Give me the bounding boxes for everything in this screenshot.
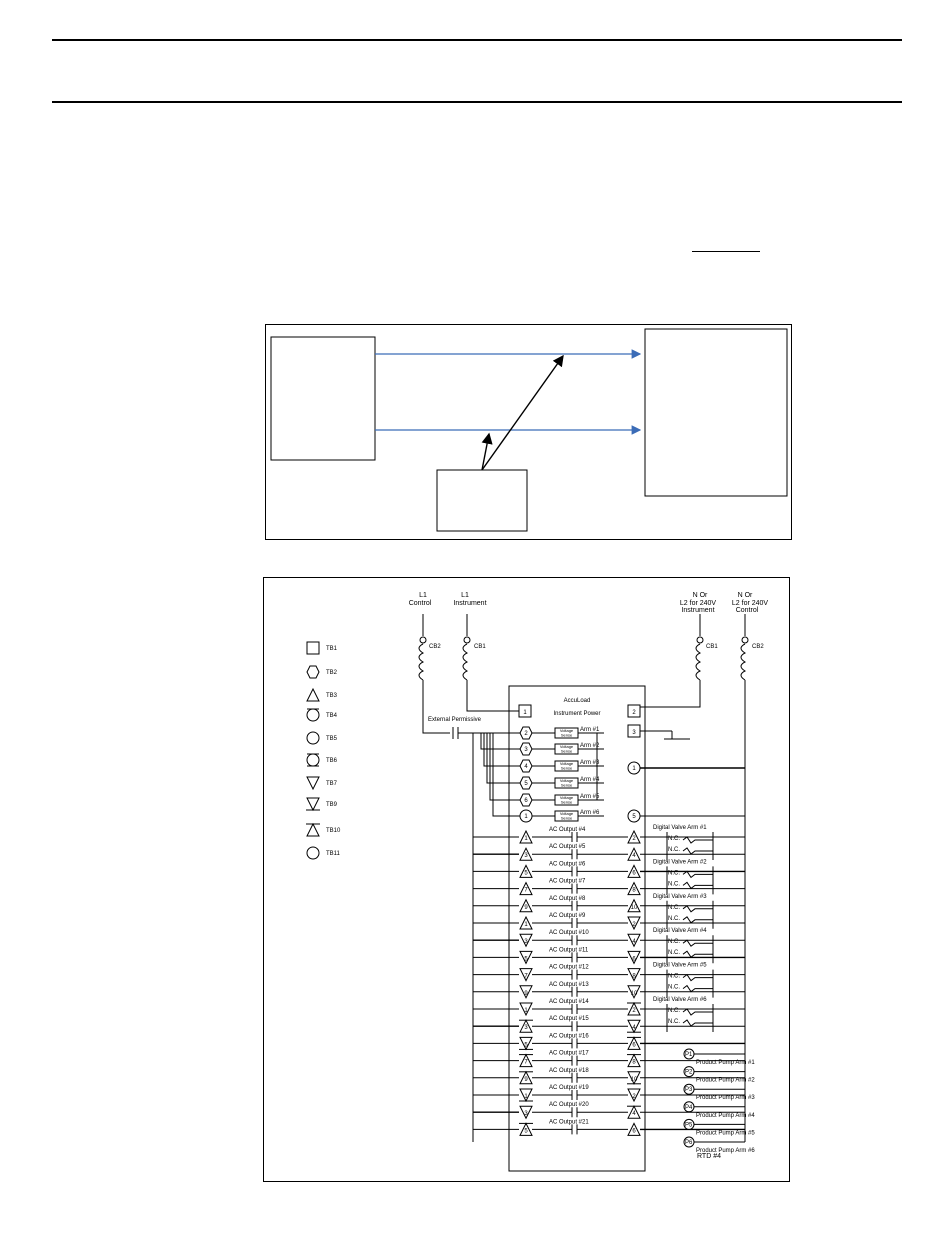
ac-output-row [520,913,640,929]
external-permissive-label: External Permissive [428,717,482,723]
ac-output-left-pin: 7 [524,887,528,894]
pump-label: Product Pump Arm #2 [696,1077,755,1084]
accuload-title-2: Instrument Power [553,711,601,717]
cb1-right-label: CB1 [706,644,718,650]
voltage-sense-box-label-2: Sense [560,799,573,805]
ac-output-row [520,844,640,860]
ac-output-label: AC Output #16 [549,1033,589,1040]
voltage-sense-box-label-2: Sense [560,732,573,738]
legend-entry [306,798,338,810]
legend-symbol-tb1 [307,642,319,654]
voltage-sense-box-label-1: Voltage [559,778,574,783]
l1-control-label-2: Control [408,600,432,607]
ac-output-right-pin: 2 [632,836,636,842]
ac-output-left-pin: 3 [524,1025,528,1032]
pump-id: P2 [685,1069,693,1076]
ac-output-right-pin: 4 [632,939,636,946]
ac-output-label: AC Output #10 [549,930,589,937]
voltage-sense-box-label-2: Sense [560,765,573,771]
ac-output-label: AC Output #8 [549,895,586,902]
ac-output-row [519,1016,641,1032]
voltage-sense-box-label-1: Voltage [559,761,574,766]
legend-entry [307,642,338,654]
ac-output-label: AC Output #11 [549,947,589,954]
n-control-label-2: L2 for 240V [731,600,769,607]
voltage-sense-box-label-1: Voltage [559,811,574,816]
ac-output-label: AC Output #13 [549,981,589,988]
digital-valve-group [653,859,713,888]
legend-symbol-tb4 [307,709,319,721]
nc-contact-symbol [683,848,713,854]
digital-valve-group [653,894,713,923]
ac-output-right-pin: 8 [632,887,636,894]
pump-id: P1 [685,1052,693,1058]
pump-id: P6 [685,1140,693,1146]
pump-label: Product Pump Arm #3 [696,1095,755,1102]
ac-output-right-pin: 10 [630,1076,638,1083]
ac-output-label: AC Output #19 [549,1085,589,1091]
ac-output-row [519,1068,641,1084]
ac-output-right-pin: 6 [632,956,636,963]
l1-instrument-label-2: Instrument [453,600,487,607]
nc-contact-symbol [683,1009,713,1015]
legend-symbol-tb9 [307,798,319,810]
legend-entry [307,754,338,766]
ac-output-row [520,827,640,843]
ac-output-right-pin: 4 [632,853,636,860]
ac-output-label: AC Output #4 [549,827,586,833]
legend-symbol-tb6 [307,754,319,766]
voltage-sense-pin: 1 [524,814,528,820]
ac-output-left-pin: 5 [524,870,528,877]
digital-valve-label: Digital Valve Arm #6 [653,997,707,1003]
legend-label: TB11 [326,851,340,857]
pump-id: P3 [685,1087,693,1094]
digital-valve-group [653,963,713,992]
ac-output-left-pin: 3 [524,1111,528,1118]
ac-output-row [519,1085,640,1101]
nc-contact-symbol [683,975,713,981]
pump-label: Product Pump Arm #5 [696,1130,755,1137]
nc-contact-label: N.C. [668,915,680,922]
digital-valve-group [653,997,713,1026]
digital-valve-label: Digital Valve Arm #4 [653,928,707,935]
l1-instrument-label-1: L1 [461,592,469,599]
digital-valve-group [653,928,713,957]
ac-output-row [520,965,640,981]
ac-output-label: AC Output #15 [549,1016,589,1023]
legend-label: TB10 [326,828,341,834]
ac-output-label: AC Output #20 [549,1102,589,1109]
digital-valve-group [653,825,713,854]
ac-output-row [520,999,641,1015]
l1-control-label-1: L1 [419,592,427,599]
ac-output-label: AC Output #17 [549,1050,589,1057]
legend-entry [307,777,338,789]
nc-contact-symbol [683,882,713,888]
ac-output-row [520,861,640,877]
pump-label: Product Pump Arm #4 [696,1112,755,1119]
ac-output-right-pin: 2 [632,922,636,928]
digital-valve-label: Digital Valve Arm #5 [653,962,707,969]
ac-output-left-pin: 1 [524,922,528,928]
legend-symbol-tb3 [307,689,319,701]
ac-output-label: AC Output #5 [549,844,586,851]
ac-output-row [520,1102,641,1118]
legend-entry [307,709,338,721]
ac-output-row [520,896,640,912]
ac-output-right-pin: 2 [632,1008,636,1014]
legend-entry [306,824,341,836]
digital-valve-label: Digital Valve Arm #3 [653,893,707,900]
ac-output-right-pin: 8 [632,1059,636,1066]
ac-output-left-pin: 5 [524,1128,528,1135]
pump-label: Product Pump Arm #6 [696,1148,755,1154]
nc-contact-symbol [683,951,713,957]
ac-output-left-pin: 5 [524,1042,528,1049]
legend-symbol-tb11 [307,847,319,859]
ac-output-row [520,930,640,946]
ac-output-right-pin: 2 [632,1094,636,1100]
voltage-sense-box-label-2: Sense [560,782,573,788]
ac-output-label: AC Output #12 [549,964,589,971]
voltage-sense-box-label-1: Voltage [559,795,574,800]
voltage-sense-box-label-2: Sense [560,748,573,754]
ac-output-row [519,1051,641,1067]
pump-id: P4 [685,1104,693,1111]
nc-contact-symbol [683,906,713,912]
ac-output-label: AC Output #21 [549,1119,589,1126]
n-control-label-1: N Or [737,592,753,599]
n-instrument-label-1: N Or [692,592,708,599]
legend-label: TB3 [326,693,338,699]
ac-output-left-pin: 7 [524,1059,528,1066]
ac-output-label: AC Output #14 [549,999,589,1005]
ac-output-row [519,1033,641,1049]
ac-output-left-pin: 1 [524,836,528,842]
tb1-terminal-3-label: 3 [632,730,636,736]
ac-output-right-pin: 4 [632,1111,636,1118]
ac-output-left-pin: 9 [524,904,528,911]
ac-output-left-pin: 5 [524,956,528,963]
n-instrument-label-3: Instrument [681,607,715,614]
voltage-sense-box-label-2: Sense [560,815,573,821]
ac-output-label: AC Output #18 [549,1067,589,1074]
tb5-right-terminal-1-label: 1 [632,766,636,772]
nc-contact-label: N.C. [668,950,680,957]
ac-output-left-pin: 9 [524,990,528,997]
nc-contact-symbol [683,871,713,877]
nc-contact-label: N.C. [668,881,680,888]
ac-output-right-pin: 6 [632,870,636,877]
ac-output-right-pin: 8 [632,973,636,980]
ac-output-right-pin: 4 [632,1025,636,1032]
legend-symbol-tb2 [307,666,319,678]
cb1-left-label: CB1 [474,644,486,650]
voltage-sense-arm-label: Arm #5 [580,794,600,800]
legend-symbol-tb10 [307,824,319,836]
nc-contact-label: N.C. [668,973,680,980]
legend-entry [307,689,338,701]
accuload-title-1: AccuLoad [563,698,591,704]
nc-contact-label: N.C. [668,836,680,842]
ac-output-right-pin: 6 [632,1042,636,1049]
nc-contact-symbol [683,917,713,923]
legend-label: TB9 [326,802,338,808]
legend-label: TB4 [326,713,338,719]
voltage-sense-pin: 5 [524,781,528,787]
voltage-sense-arm-label: Arm #3 [580,760,600,766]
rtd-label: RTD #4 [697,1153,721,1160]
pump-label: Product Pump Arm #1 [696,1060,755,1066]
voltage-sense-pin: 4 [524,764,528,770]
ac-output-label: AC Output #6 [549,861,586,868]
nc-contact-label: N.C. [668,939,680,946]
legend-label: TB2 [326,670,338,676]
nc-contact-label: N.C. [668,847,680,853]
ac-output-right-pin: 6 [632,1128,636,1135]
voltage-sense-pin: 2 [524,731,528,737]
nc-contact-symbol [683,837,713,843]
ac-output-label: AC Output #7 [549,878,586,885]
legend-label: TB6 [326,758,338,764]
tb1-terminal-2-label: 2 [632,710,636,716]
pump-id: P5 [685,1122,693,1129]
voltage-sense-box-label-1: Voltage [559,728,574,733]
voltage-sense-arm-label: Arm #2 [580,743,600,749]
voltage-sense-pin: 6 [524,798,528,804]
legend-label: TB1 [326,646,338,652]
legend-entry [307,732,338,744]
nc-contact-symbol [683,1020,713,1026]
ac-output-left-pin: 3 [524,853,528,860]
n-instrument-label-2: L2 for 240V [679,600,717,607]
legend-symbol-tb5 [307,732,319,744]
ac-output-row [520,879,640,895]
ac-output-left-pin: 1 [524,1094,528,1100]
ac-output-left-pin: 9 [524,1076,528,1083]
nc-contact-label: N.C. [668,904,680,911]
nc-contact-label: N.C. [668,1019,680,1025]
voltage-sense-arm-label: Arm #6 [580,810,600,816]
voltage-sense-arm-label: Arm #4 [580,777,600,783]
nc-contact-symbol [683,986,713,992]
n-control-label-3: Control [735,607,759,614]
nc-contact-label: N.C. [668,984,680,991]
voltage-sense-pin: 3 [524,747,528,753]
legend-label: TB7 [326,781,338,787]
ac-output-label: AC Output #9 [549,913,586,919]
ac-output-row [519,1119,640,1135]
cb2-left-label: CB2 [429,644,441,650]
digital-valve-label: Digital Valve Arm #2 [653,859,707,866]
cb2-right-label: CB2 [752,644,764,650]
legend-entry [307,666,338,678]
digital-valve-label: Digital Valve Arm #1 [653,825,707,831]
legend-entry [307,847,341,859]
legend-label: TB5 [326,736,338,742]
ac-output-row [520,947,640,963]
voltage-sense-arm-label: Arm #1 [580,727,600,733]
ac-output-row [520,982,640,998]
ac-output-left-pin: 3 [524,939,528,946]
ac-output-left-pin: 7 [524,973,528,980]
nc-contact-symbol [683,940,713,946]
nc-contact-label: N.C. [668,870,680,877]
ac-output-right-pin: 10 [630,990,638,997]
nc-contact-label: N.C. [668,1008,680,1014]
legend-symbol-tb7 [307,777,319,789]
tb1-terminal-1-label: 1 [523,710,527,716]
voltage-sense-box-label-1: Voltage [559,744,574,749]
ac-output-right-pin: 10 [630,904,638,911]
tb5-right-terminal-5-label: 5 [632,814,636,820]
ac-output-left-pin: 1 [524,1008,528,1014]
